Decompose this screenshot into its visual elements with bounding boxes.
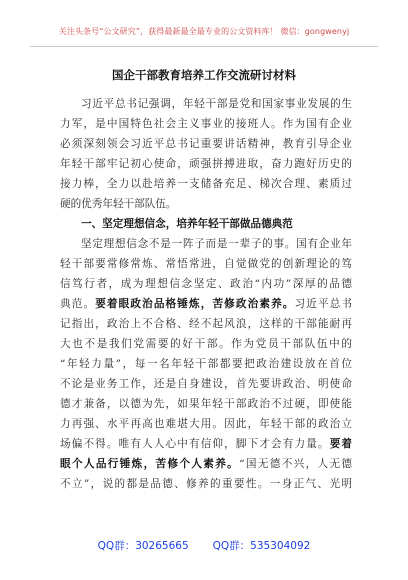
bold-text-run: 要着眼政治品格锤炼，苦修政治素养。 — [95, 298, 295, 310]
bold-text-run: 眼个人品行锤炼，苦修个人素养。 — [60, 458, 240, 470]
text-line — [60, 294, 352, 314]
text-run: 场偏不得。唯有人人心中有信仰，脚下才会有力量。 — [60, 438, 330, 450]
section-heading: 一、坚定理想信念，培养年轻干部做品德典范 — [81, 218, 293, 230]
text-run: 典范。 — [60, 298, 96, 310]
footer-qq-group-1: QQ群：30265665 — [97, 540, 189, 552]
text-line: 记指出，政治上不合格、经不起风浪，这样的干部能耐再 — [60, 318, 352, 330]
header-divider — [30, 46, 378, 47]
text-line: 硬的优秀年轻干部队伍。 — [60, 198, 177, 210]
text-line: 不立”，说的都是品德、修养的重要性。一身正气、光明 — [60, 478, 352, 490]
text-line: 德才兼备，以德为先，如果年轻干部政治不过硬，即使能 — [60, 398, 352, 410]
text-line: 坚定理想信念不是一阵子而是一辈子的事。国有企业年 — [81, 238, 352, 250]
text-line: “年轻力量”，每一名年轻干部都要把政治建设放在首位 — [60, 358, 352, 370]
text-line: 力再强、水平再高也难堪大用。因此，年轻干部的政治立 — [60, 418, 352, 430]
text-line: 轻干部要常修常炼、常悟常进，自觉做党的创新理论的笃 — [60, 258, 352, 270]
text-line: 力军，是中国特色社会主义事业的接班人。作为国有企业 — [60, 118, 352, 130]
text-line: 习近平总书记强调，年轻干部是党和国家事业发展的生 — [81, 98, 352, 110]
text-line — [60, 454, 352, 474]
text-run: “国无德不兴，人无德 — [239, 458, 352, 470]
text-line: 必须深刻领会习近平总书记重要讲话精神，教育引导企业 — [60, 138, 352, 150]
header-banner: 关注头条号“公文研究”，获得最新最全最专业的公文资料库！ 微信：gongwenyj — [58, 27, 350, 36]
footer — [0, 538, 408, 553]
text-line — [60, 434, 352, 454]
footer-qq-group-2: QQ群：535304092 — [212, 540, 311, 552]
text-line: 接力棒，全力以赴培养一支储备充足、梯次合理、素质过 — [60, 178, 352, 190]
text-line: 不论是业务工作，还是自身建设，首先要讲政治、明使命 — [60, 378, 352, 390]
bold-text-run: 要着 — [329, 438, 352, 450]
text-run: 习近平总书 — [294, 298, 352, 310]
text-line: 大也不是我们党需要的好干部。作为党员干部队伍中的 — [60, 338, 352, 350]
document-body — [60, 94, 352, 494]
document-title: 国企干部教育培养工作交流研讨材料 — [112, 68, 296, 82]
text-line: 信笃行者，成为理想信念坚定、政治“内功”深厚的品德 — [60, 278, 352, 290]
text-line: 年轻干部牢记初心使命，顽强拼搏进取，奋力跑好历史的 — [60, 158, 352, 170]
